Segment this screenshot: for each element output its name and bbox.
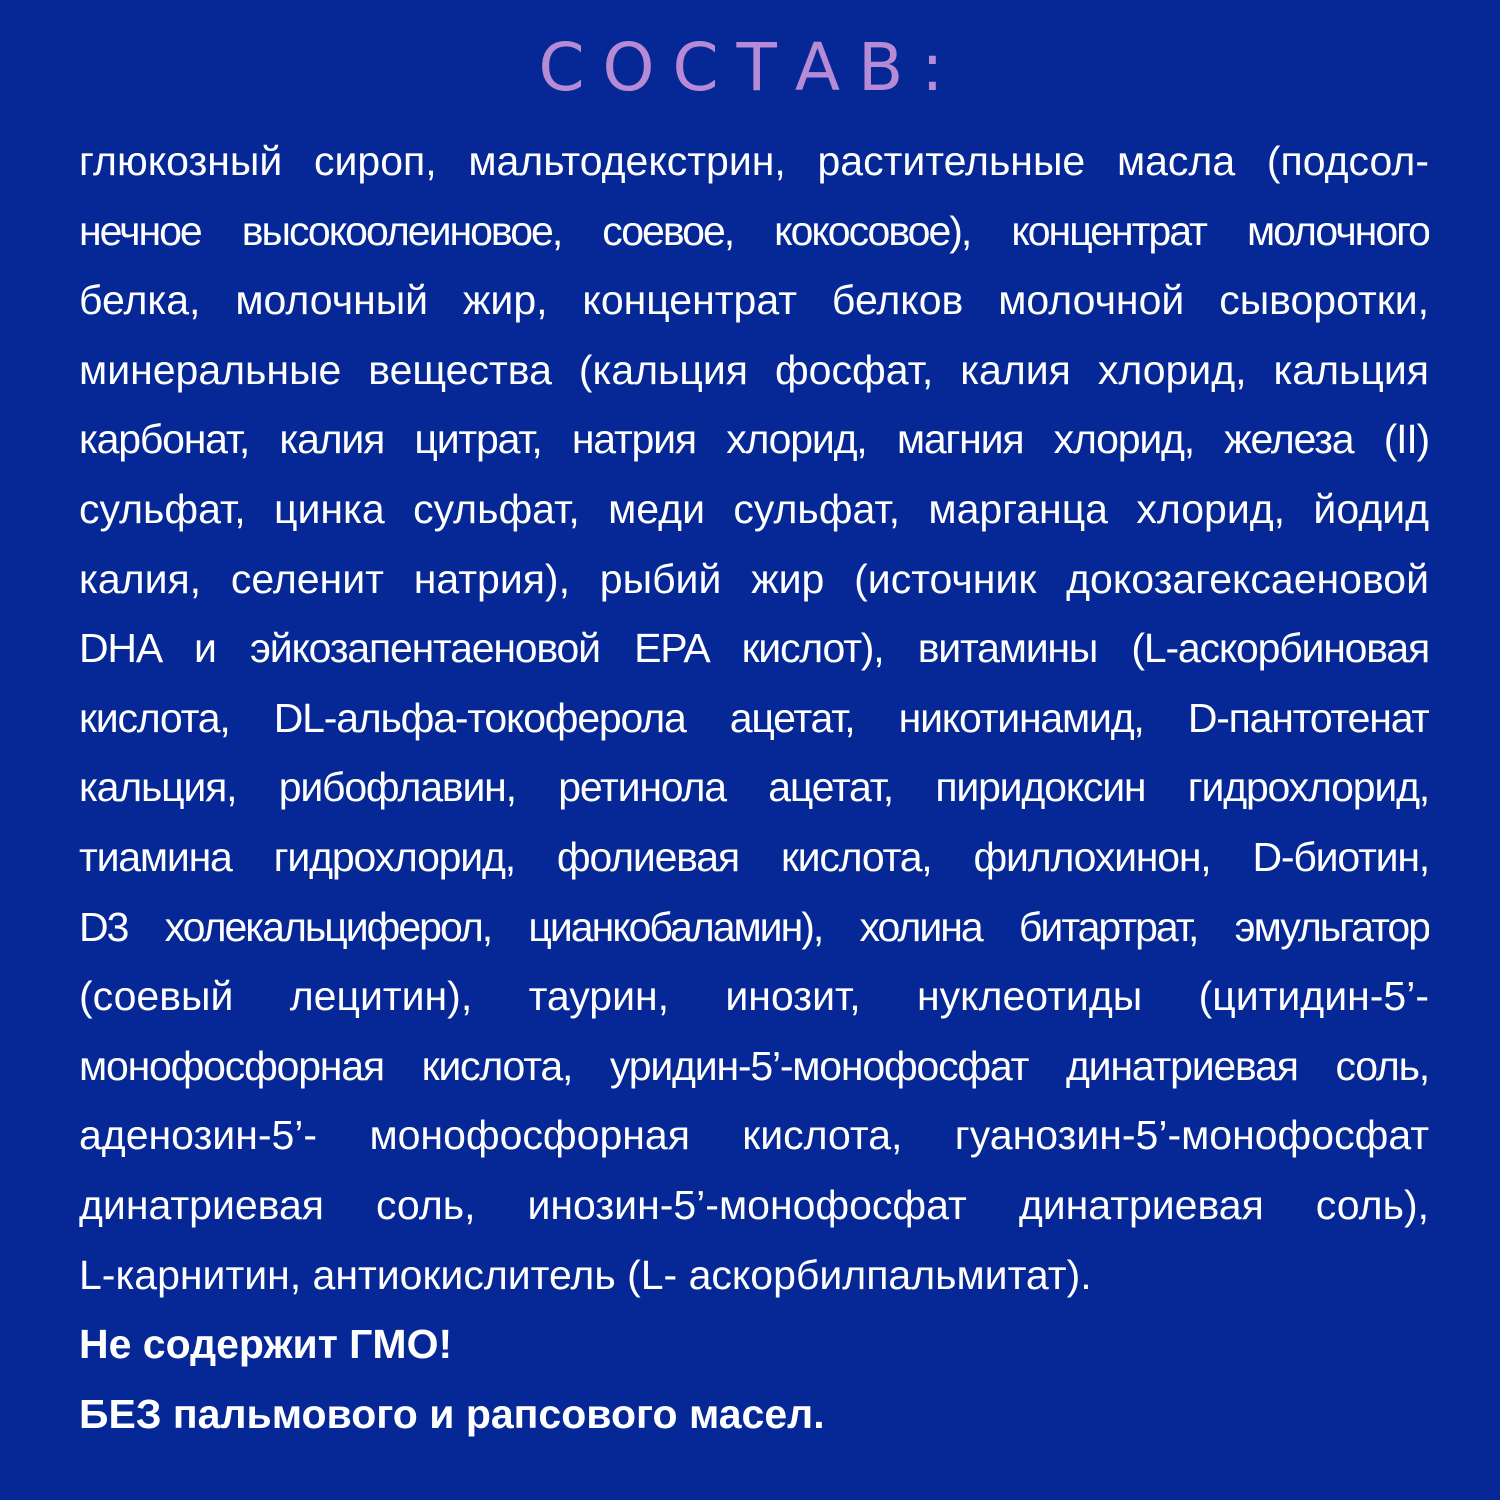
ingredient-line: кальция, рибофлавин, ретинола ацетат, пиридоксин гидрохлорид,: [79, 764, 1429, 811]
ingredient-line: карбонат, калия цитрат, натрия хлорид, магния хлорид, железа (II): [79, 416, 1429, 463]
ingredient-line: DHA и эйкозапентаеновой EPA кислот), витамины (L-аскорбиновая: [79, 625, 1429, 672]
ingredients-text: [79, 127, 1429, 1449]
ingredient-line: минеральные вещества (кальция фосфат, калия хлорид, кальция: [79, 346, 1429, 393]
ingredient-line: кислота, DL-альфа-токоферола ацетат, никотинамид, D-пантотенат: [79, 694, 1429, 741]
no-palm-rapeseed-notice: БЕЗ пальмового и рапсового масел.: [79, 1390, 825, 1437]
ingredient-line: монофосфорная кислота, уридин-5’-монофосфат динатриевая соль,: [79, 1042, 1429, 1089]
composition-title: СОСТАВ:: [538, 29, 962, 106]
ingredient-line: тиамина гидрохлорид, фолиевая кислота, филлохинон, D-биотин,: [79, 833, 1429, 880]
ingredient-line: глюкозный сироп, мальтодекстрин, растительные масла (подсол-: [79, 138, 1429, 184]
ingredient-line: белка, молочный жир, концентрат белков молочной сыворотки,: [79, 277, 1429, 324]
ingredient-line: калия, селенит натрия), рыбий жир (источник докозагексаеновой: [79, 555, 1429, 602]
gmo-free-notice: Не содержит ГМО!: [79, 1321, 453, 1368]
ingredient-line: D3 холекальциферол, цианкобаламин), холина битартрат, эмульгатор: [79, 903, 1429, 950]
ingredient-line: динатриевая соль, инозин-5’-монофосфат динатриевая соль),: [79, 1181, 1429, 1228]
ingredient-line: сульфат, цинка сульфат, меди сульфат, марганца хлорид, йодид: [79, 485, 1429, 532]
ingredient-line: L-карнитин, антиокислитель (L- аскорбилпальмитат).: [79, 1251, 1092, 1298]
ingredient-line: аденозин-5’- монофосфорная кислота, гуанозин-5’-монофосфат: [79, 1112, 1429, 1159]
ingredient-line: нечное высокоолеиновое, соевое, кокосовое), концентрат молочного: [79, 207, 1429, 254]
ingredient-line: (соевый лецитин), таурин, инозит, нуклеотиды (цитидин-5’-: [79, 973, 1429, 1020]
